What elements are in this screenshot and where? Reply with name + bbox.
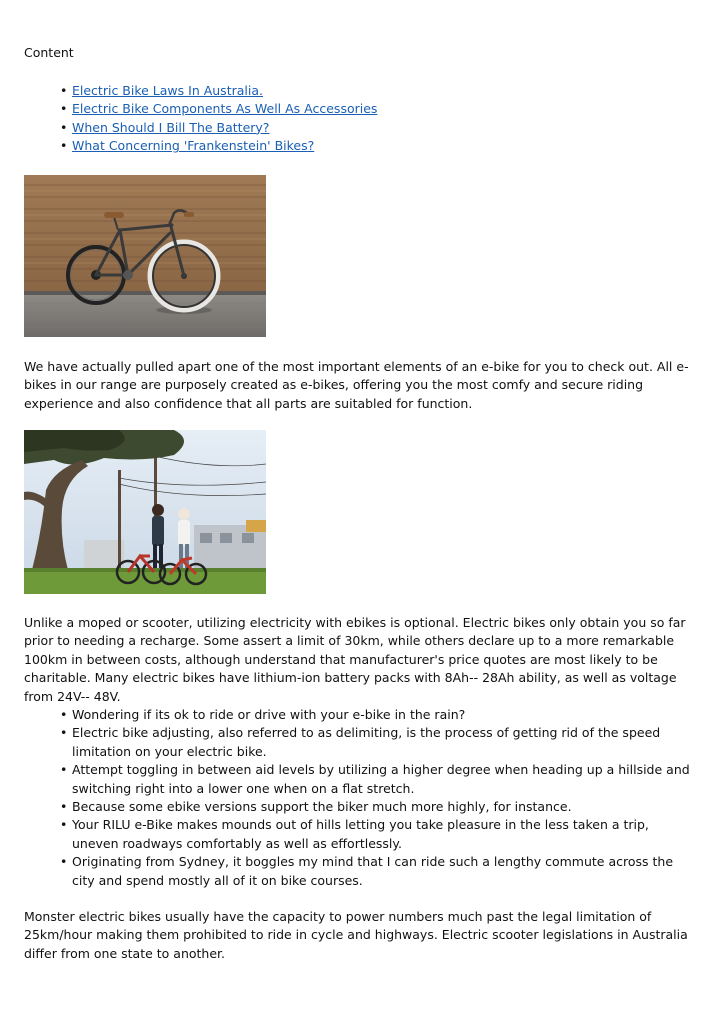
content-heading: Content (24, 45, 74, 60)
paragraph-parts: We have actually pulled apart one of the most important elements of an e-bike for you to check out. All e-bikes in our range are purposely created as e-bikes, offering you the most comfy and secure riding experience and also confidence that all parts are suitabled for function. (24, 359, 689, 411)
toc-link-frankenstein[interactable]: What Concerning 'Frankenstein' Bikes? (72, 138, 315, 154)
table-of-contents (24, 82, 696, 156)
toc-link-laws[interactable]: Electric Bike Laws In Australia. (72, 83, 263, 98)
riders-photo (24, 430, 266, 594)
toc-item (24, 137, 696, 155)
list-item: • Originating from Sydney, it boggles my mind that I can ride such a lengthy commute across the city and spend mostly all of it on bike courses. (24, 853, 696, 890)
bicycle-photo (24, 175, 266, 337)
list-item: • Attempt toggling in between aid levels by utilizing a higher degree when heading up a hillside and switching right into a lower one when on a flat stretch. (24, 761, 696, 798)
paragraph-range: Unlike a moped or scooter, utilizing electricity with ebikes is optional. Electric bikes only obtain you so far prior to needing a recharge. Some assert a limit of 30km, while others declare up to a more remarkable 100km in between costs, although understand that manufacturer's price quotes are most likely to be charitable. Many electric bikes have lithium-ion battery packs with 8Ah-- 28Ah ability, as well as voltage from 24V-- 48V. (24, 615, 686, 704)
toc-item (24, 100, 696, 118)
toc-item (24, 119, 696, 137)
list-item: • Wondering if its ok to ride or drive with your e-bike in the rain? (24, 706, 696, 724)
paragraph-legislation: Monster electric bikes usually have the capacity to power numbers much past the legal limitation of 25km/hour making them prohibited to ride in cycle and highways. Electric scooter legislations in Australia differ from one state to another. (24, 909, 688, 961)
list-item: • Electric bike adjusting, also referred to as delimiting, is the process of getting rid of the speed limitation on your electric bike. (24, 724, 696, 761)
toc-link-battery[interactable]: When Should I Bill The Battery? (72, 119, 270, 135)
tips-list (24, 706, 696, 890)
toc-item (24, 82, 696, 100)
list-item: • Your RILU e-Bike makes mounds out of hills letting you take pleasure in the less taken a trip, uneven roadways comfortably as well as effortlessly. (24, 816, 696, 853)
toc-link-components[interactable]: Electric Bike Components As Well As Accessories (72, 101, 378, 117)
list-item: • Because some ebike versions support the biker much more highly, for instance. (24, 798, 696, 816)
